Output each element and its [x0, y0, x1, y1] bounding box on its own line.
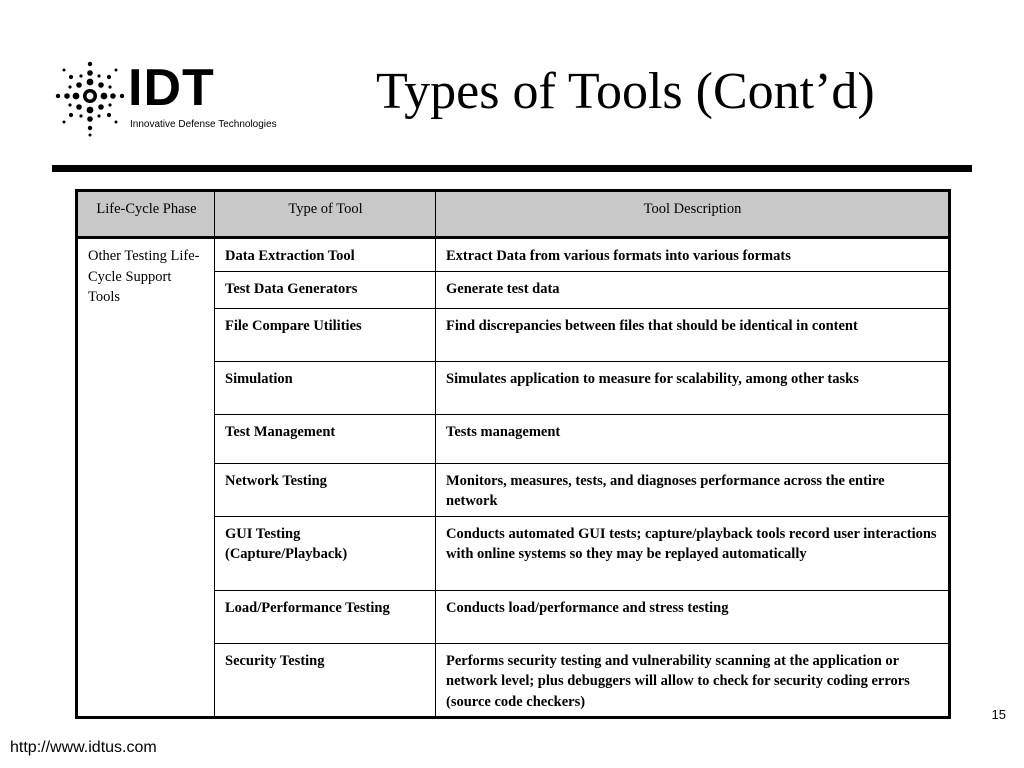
tool-name: Network Testing: [215, 463, 436, 516]
logo-burst-icon: [50, 58, 126, 140]
tool-description: Performs security testing and vulnerability scanning at the application or network level; plus debuggers will allow to check for security coding errors (source code checkers): [436, 643, 950, 718]
header-tool-description: Tool Description: [436, 191, 950, 238]
idt-logo: [50, 58, 277, 140]
page-number: 15: [991, 707, 1006, 722]
footer-url: http://www.idtus.com: [10, 739, 157, 756]
tool-name: Test Data Generators: [215, 271, 436, 308]
table-row: [77, 238, 950, 272]
tool-name: Load/Performance Testing: [215, 590, 436, 643]
tool-name: Data Extraction Tool: [215, 238, 436, 272]
title-divider: [52, 165, 972, 172]
tools-table: [75, 189, 951, 719]
logo-subtitle: Innovative Defense Technologies: [130, 119, 277, 130]
tool-name: Test Management: [215, 414, 436, 463]
tool-name: Security Testing: [215, 643, 436, 718]
tool-description: Generate test data: [436, 271, 950, 308]
logo-wordmark: IDT: [128, 59, 215, 117]
tool-description: Extract Data from various formats into various formats: [436, 238, 950, 272]
tool-name: File Compare Utilities: [215, 308, 436, 361]
tool-description: Tests management: [436, 414, 950, 463]
phase-cell: Other Testing Life-Cycle Support Tools: [77, 238, 215, 718]
tool-description: Conducts load/performance and stress testing: [436, 590, 950, 643]
tool-name: GUI Testing (Capture/Playback): [215, 516, 436, 590]
tool-description: Conducts automated GUI tests; capture/playback tools record user interactions with online systems so they may be replayed automatically: [436, 516, 950, 590]
header-type-of-tool: Type of Tool: [215, 191, 436, 238]
tool-description: Simulates application to measure for scalability, among other tasks: [436, 361, 950, 414]
table-header-row: [77, 191, 950, 238]
tool-description: Find discrepancies between files that should be identical in content: [436, 308, 950, 361]
tool-description: Monitors, measures, tests, and diagnoses performance across the entire network: [436, 463, 950, 516]
header-life-cycle-phase: Life-Cycle Phase: [77, 191, 215, 238]
tool-name: Simulation: [215, 361, 436, 414]
slide-title: Types of Tools (Cont’d): [376, 63, 875, 120]
